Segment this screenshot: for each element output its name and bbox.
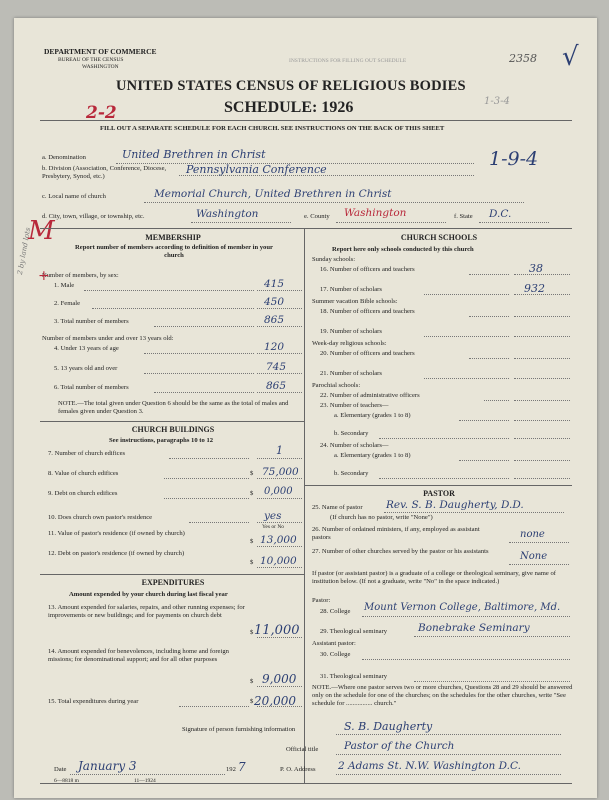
- year-value: 7: [238, 760, 246, 774]
- q2-value: 450: [264, 296, 285, 308]
- pastor-instruction: If pastor (or assistant pastor) is a graduate of a college or theological seminary, give name of institution below. (If not a graduate, write "No" in the space indicated.): [312, 570, 557, 585]
- members-by-sex-label: Number of members, by sex:: [42, 272, 119, 279]
- schedule-title: SCHEDULE: 1926: [224, 99, 354, 116]
- official-title-label: Official title: [286, 746, 319, 753]
- po-address-label: P. O. Address: [280, 766, 316, 773]
- q17-label: 17. Number of scholars: [320, 286, 382, 293]
- q25-value: Rev. S. B. Daugherty, D.D.: [386, 499, 524, 511]
- membership-note: NOTE.—The total given under Question 6 should be the same as the total of males and females given under Question 3.: [58, 400, 289, 415]
- bureau-label: BUREAU OF THE CENSUS: [58, 57, 124, 63]
- local-name-value: Memorial Church, United Brethren in Christ: [154, 188, 392, 200]
- form-code: 6—8818 m: [54, 778, 79, 784]
- q24-label: 24. Number of scholars—: [320, 442, 389, 449]
- q9-value: 0,000: [264, 486, 293, 497]
- department-label: DEPARTMENT OF COMMERCE: [44, 47, 157, 56]
- margin-note: 2 by land lots: [16, 226, 33, 276]
- schools-heading: CHURCH SCHOOLS: [400, 233, 478, 242]
- q29-label: 29. Theological seminary: [320, 628, 388, 635]
- q10-hint: Yes or No: [262, 524, 285, 530]
- expenditures-subtitle: Amount expended by your church during last fiscal year: [69, 591, 228, 598]
- q24a-label: a. Elementary (grades 1 to 8): [334, 452, 411, 459]
- q21-label: 21. Number of scholars: [320, 370, 382, 377]
- q15-label: 15. Total expenditures during year: [48, 698, 139, 705]
- signature-label: Signature of person furnishing information: [182, 726, 296, 733]
- year-prefix: 192: [226, 766, 236, 773]
- buildings-heading: CHURCH BUILDINGS: [131, 425, 215, 434]
- local-name-label: c. Local name of church: [42, 193, 106, 200]
- q7-value: 1: [276, 444, 283, 457]
- pastor-note: NOTE.—Where one pastor serves two or more churches, Questions 28 and 29 should be answered only on the schedule for one of the churches; on the schedules for the other churches, write "See schedule for ................ church.": [312, 684, 573, 707]
- q2-label: 2. Female: [54, 300, 81, 307]
- q29-value: Bonebrake Seminary: [418, 622, 530, 634]
- assistant-pastor-label: Assistant pastor:: [312, 640, 356, 647]
- q4-value: 120: [264, 341, 285, 353]
- q10-label: 10. Does church own pastor's residence: [48, 514, 153, 521]
- q12-value: 10,000: [260, 555, 297, 567]
- q3-value: 865: [264, 314, 285, 326]
- q30-label: 30. College: [320, 651, 351, 658]
- q13-label: 13. Amount expended for salaries, repairs, and other running expenses; for improvements or new buildings; and for payments on church debt: [48, 604, 245, 619]
- q31-label: 31. Theological seminary: [320, 673, 388, 680]
- q16-label: 16. Number of officers and teachers: [320, 266, 415, 273]
- q24b-label: b. Secondary: [334, 470, 369, 477]
- check-mark-icon: √: [562, 42, 579, 72]
- sunday-schools-label: Sunday schools:: [312, 256, 356, 263]
- q14-value: 9,000: [262, 672, 297, 686]
- q23b-label: b. Secondary: [334, 430, 369, 437]
- po-address-value: 2 Adams St. N.W. Washington D.C.: [338, 760, 521, 772]
- division-label: b. Division (Association, Conference, Diocese, Presbytery, Synod, etc.): [42, 165, 167, 180]
- faint-code: 1-3-4: [484, 96, 510, 107]
- date-label: Date: [54, 766, 67, 773]
- stamp-number: 2358: [509, 52, 537, 65]
- city-label: WASHINGTON: [82, 64, 119, 70]
- signature-value: S. B. Daugherty: [344, 720, 433, 733]
- q27-label: 27. Number of other churches served by the pastor or his assistants: [312, 548, 489, 555]
- city-field-value: Washington: [196, 208, 259, 220]
- q7-label: 7. Number of church edifices: [48, 450, 126, 457]
- pastor-sublabel: Pastor:: [312, 597, 331, 604]
- expenditures-heading: EXPENDITURES: [141, 578, 205, 587]
- official-title-value: Pastor of the Church: [344, 740, 455, 752]
- schools-subtitle: Report here only schools conducted by this church: [332, 246, 474, 253]
- city-field-label: d. City, town, village, or township, etc.: [42, 213, 145, 220]
- red-margin-mark: M: [28, 216, 55, 246]
- pastor-heading: PASTOR: [423, 489, 455, 498]
- census-schedule-page: DEPARTMENT OF COMMERCE BUREAU OF THE CENSUS WASHINGTON INSTRUCTIONS FOR FILLING OUT SCHEDULE 2358 √ UNITED STATES CENSUS OF RELIGIOUS BODIES SCHEDULE: 1926 2-2 1-3-4 FILL OUT A SEPARATE SCHEDULE FOR EACH CHURCH. SEE INSTRUCTIONS ON THE BACK OF THIS SHEET a. Denomination United Brethren in Christ 1-9-4 b. Division (Association, Conference, Diocese, Presbytery, Synod, etc.) Pennsylvania Conference c. Local name of church Memorial Church, United Brethren in Christ d. City, town, village, or township, etc. Washington e. County Washington f. State D.C. M 2 by land lots MEMBERSHIP Report number of members according to definition of member in your church Number of members, by sex: + 1. Male 415 2. Female 450 3. Total number of members 865 Number of members under and over 13 years old: 4. Under 13 years of age 120 5. 13 years old and over 745 6. Total number of members 865 NOTE.—The total given under Question 6 should be the same as the total of males and females given under Question 3. CHURCH BUILDINGS See instructions, paragraphs 10 to 12 7. Number of church edifices 1 8. Value of church edifices $ 75,000 9. Debt on church edifices $ 0,000 10. Does church own pastor's residence yes Yes or No 11. Value of pastor's residence (if owned by church) $ 13,000 12. Debt on pastor's residence (if owned by church) $ 10,000 EXPENDITURES Amount expended by your church during last fiscal year 13. Amount expended for salaries, repairs, and other running expenses; for improvements or new buildings; and for payments on church debt $ 11,000 14. Amount expended for benevolences, including home and foreign missions; for denominational support; and for all other purposes $ 9,000 15. Total expenditures during year $ 20,000 CHURCH SCHOOLS Report here only schools conducted by this church Sunday schools: 16. Number of officers and teachers 38 17. Number of scholars 932 Summer vacation Bible schools: 18. Number of officers and teachers 19. Number of scholars Week-day religious schools: 20. Number of officers and teachers 21. Number of scholars Parochial schools: 22. Number of administrative officers 23. Number of teachers— a. Elementary (grades 1 to 8) b. Secondary 24. Number of scholars— a. Elementary (grades 1 to 8) b. Secondary PASTOR 25. Name of pastor Rev. S. B. Daugherty, D.D. (If church has no pastor, write "None") 26. Number of ordained ministers, if any, employed as assistant pastors none 27. Number of other churches served by the pastor or his assistants None If pastor (or assistant pastor) is a graduate of a college or theological seminary, give name of institution below. (If not a graduate, write "No" in the space indicated.) Pastor: 28. College Mount Vernon College, Baltimore, Md. 29. Theological seminary Bonebrake Seminary Assistant pastor: 30. College 31. Theological seminary NOTE.—Where one pastor serves two or more churches, Questions 28 and 29 should be answered only on the schedule for one of the churches; on the schedules for the other churches, write "See schedule for ................ church." Signature of person furnishing information S. B. Daugherty Official title Pastor of the Church Date January 3 192 7 6—8818 m 11—1924 P. O. Address 2 Adams St. N.W. Washington D.C.: [14, 18, 597, 798]
- membership-subtitle: Report number of members according to definition of member in your church: [75, 244, 273, 259]
- q17-value: 932: [524, 282, 545, 295]
- q19-label: 19. Number of scholars: [320, 328, 382, 335]
- q25-label: 25. Name of pastor: [312, 504, 363, 511]
- red-plus-icon: +: [38, 268, 50, 284]
- q1-label: 1. Male: [54, 282, 75, 289]
- division-value: Pennsylvania Conference: [186, 163, 327, 176]
- q3-label: 3. Total number of members: [54, 318, 129, 325]
- form-title: UNITED STATES CENSUS OF RELIGIOUS BODIES: [116, 78, 466, 94]
- q8-label: 8. Value of church edifices: [48, 470, 119, 477]
- q11-label: 11. Value of pastor's residence (if owned by church): [48, 530, 185, 537]
- state-label: f. State: [454, 213, 473, 220]
- instruction-line: FILL OUT A SEPARATE SCHEDULE FOR EACH CHURCH. SEE INSTRUCTIONS ON THE BACK OF THIS SHEET: [100, 125, 445, 132]
- q14-label: 14. Amount expended for benevolences, including home and foreign missions; for denominational support; and for all other purposes: [48, 648, 229, 663]
- state-value: D.C.: [489, 208, 512, 220]
- q22-label: 22. Number of administrative officers: [320, 392, 420, 399]
- q20-label: 20. Number of officers and teachers: [320, 350, 415, 357]
- q28-label: 28. College: [320, 608, 351, 615]
- q18-label: 18. Number of officers and teachers: [320, 308, 415, 315]
- q28-value: Mount Vernon College, Baltimore, Md.: [364, 602, 561, 613]
- q5-label: 5. 13 years old and over: [54, 365, 118, 372]
- form-date: 11—1924: [134, 778, 156, 784]
- county-value: Washington: [344, 207, 407, 219]
- q4-label: 4. Under 13 years of age: [54, 345, 119, 352]
- q11-value: 13,000: [260, 534, 297, 546]
- q12-label: 12. Debt on pastor's residence (if owned by church): [48, 550, 185, 557]
- q23a-label: a. Elementary (grades 1 to 8): [334, 412, 411, 419]
- q1-value: 415: [264, 278, 285, 290]
- membership-heading: MEMBERSHIP: [145, 233, 201, 242]
- q13-value: 11,000: [254, 623, 300, 638]
- denomination-code: 1-9-4: [489, 148, 539, 170]
- parochial-schools-label: Parochial schools:: [312, 382, 361, 389]
- q8-value: 75,000: [262, 466, 299, 478]
- q6-value: 865: [266, 380, 287, 392]
- denomination-label: a. Denomination: [42, 154, 86, 161]
- members-by-age-label: Number of members under and over 13 years old:: [42, 335, 174, 342]
- q6-label: 6. Total number of members: [54, 384, 129, 391]
- weekday-schools-label: Week-day religious schools:: [312, 340, 387, 347]
- q15-value: 20,000: [254, 694, 296, 708]
- q5-value: 745: [266, 361, 287, 373]
- county-label: e. County: [304, 213, 330, 220]
- q27-value: None: [520, 551, 548, 562]
- buildings-subtitle: See instructions, paragraphs 10 to 12: [109, 437, 214, 444]
- q23-label: 23. Number of teachers—: [320, 402, 389, 409]
- vacation-schools-label: Summer vacation Bible schools:: [312, 298, 398, 305]
- red-code: 2-2: [86, 103, 117, 123]
- q10-value: yes: [264, 510, 282, 522]
- ghost-text: INSTRUCTIONS FOR FILLING OUT SCHEDULE: [289, 58, 407, 64]
- q16-value: 38: [529, 262, 543, 275]
- q25-note: (If church has no pastor, write "None"): [330, 514, 433, 521]
- q26-label: 26. Number of ordained ministers, if any, employed as assistant pastors: [312, 526, 480, 541]
- denomination-value: United Brethren in Christ: [122, 148, 266, 161]
- q26-value: none: [520, 529, 545, 540]
- date-value: January 3: [78, 759, 137, 773]
- q9-label: 9. Debt on church edifices: [48, 490, 118, 497]
